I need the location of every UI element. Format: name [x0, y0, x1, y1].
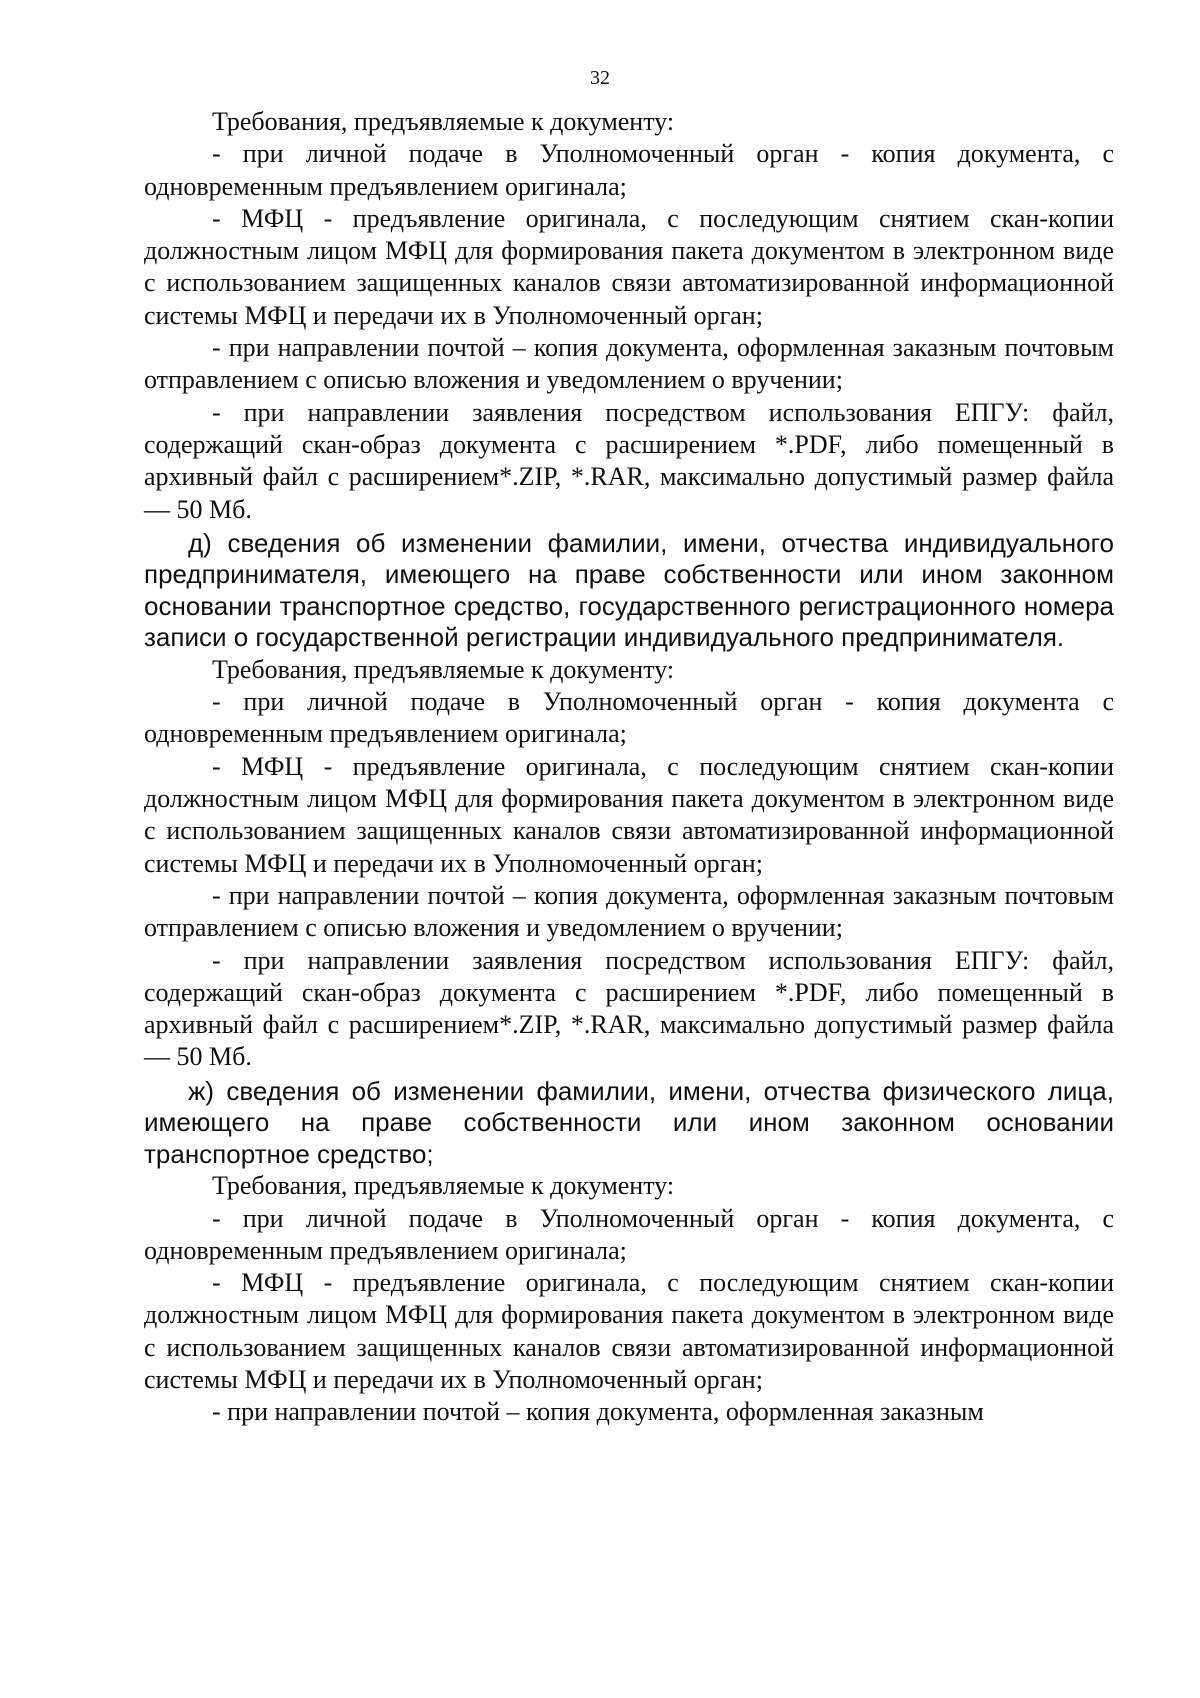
page-number: 32: [590, 67, 610, 89]
requirement-mfc: - МФЦ - предъявление оригинала, с последующим снятием скан-копии должностным лицом МФЦ для формирования пакета документом в электронном виде с использованием защищенных каналов связи автоматизированной информационной системы МФЦ и передачи их в Уполномоченный орган;: [144, 203, 1114, 330]
requirement-in-person: - при личной подаче в Уполномоченный орган - копия документа с одновременным предъявлением оригинала;: [144, 687, 1114, 749]
section-zh-heading: ж) сведения об изменении фамилии, имени, отчества физического лица, имеющего на праве собственности или ином законном основании транспортное средство;: [144, 1075, 1114, 1169]
requirements-heading: Требования, предъявляемые к документу:: [212, 654, 675, 684]
requirement-mfc: - МФЦ - предъявление оригинала, с последующим снятием скан-копии должностным лицом МФЦ для формирования пакета документом в электронном виде с использованием защищенных каналов связи автоматизированной информационной системы МФЦ и передачи их в Уполномоченный орган;: [144, 1268, 1114, 1394]
section-d-heading: д) сведения об изменении фамилии, имени, отчества индивидуального предпринимателя, имеющего на праве собственности или ином законном основании транспортное средство, государственного регистрационного номера записи о государственной регистрации индивидуального предпринимателя.: [144, 527, 1114, 653]
requirement-by-mail: - при направлении почтой – копия документа, оформленная заказным: [212, 1397, 984, 1427]
requirements-heading: Требования, предъявляемые к документу:: [212, 1171, 675, 1201]
requirement-epgu: - при направлении заявления посредством использования ЕПГУ: файл, содержащий скан-образ документа с расширением *.PDF, либо помещенный в архивный файл с расширением*.ZIP, *.RAR, максимально допустимый размер файла — 50 Мб.: [144, 945, 1114, 1072]
requirement-in-person: - при личной подаче в Уполномоченный орган - копия документа, с одновременным предъявлением оригинала;: [144, 139, 1114, 201]
document-body: [144, 106, 1114, 1429]
requirement-mfc: - МФЦ - предъявление оригинала, с последующим снятием скан-копии должностным лицом МФЦ для формирования пакета документом в электронном виде с использованием защищенных каналов связи автоматизированной информационной системы МФЦ и передачи их в Уполномоченный орган;: [144, 751, 1114, 878]
requirement-epgu: - при направлении заявления посредством использования ЕПГУ: файл, содержащий скан-образ документа с расширением *.PDF, либо помещенный в архивный файл с расширением*.ZIP, *.RAR, максимально допустимый размер файла — 50 Мб.: [144, 397, 1114, 524]
requirement-in-person: - при личной подаче в Уполномоченный орган - копия документа, с одновременным предъявлением оригинала;: [144, 1203, 1114, 1265]
requirement-by-mail: - при направлении почтой – копия документа, оформленная заказным почтовым отправлением с описью вложения и уведомлением о вручении;: [144, 333, 1114, 395]
requirements-heading: Требования, предъявляемые к документу:: [212, 107, 675, 136]
requirement-by-mail: - при направлении почтой – копия документа, оформленная заказным почтовым отправлением с описью вложения и уведомлением о вручении;: [144, 880, 1114, 943]
